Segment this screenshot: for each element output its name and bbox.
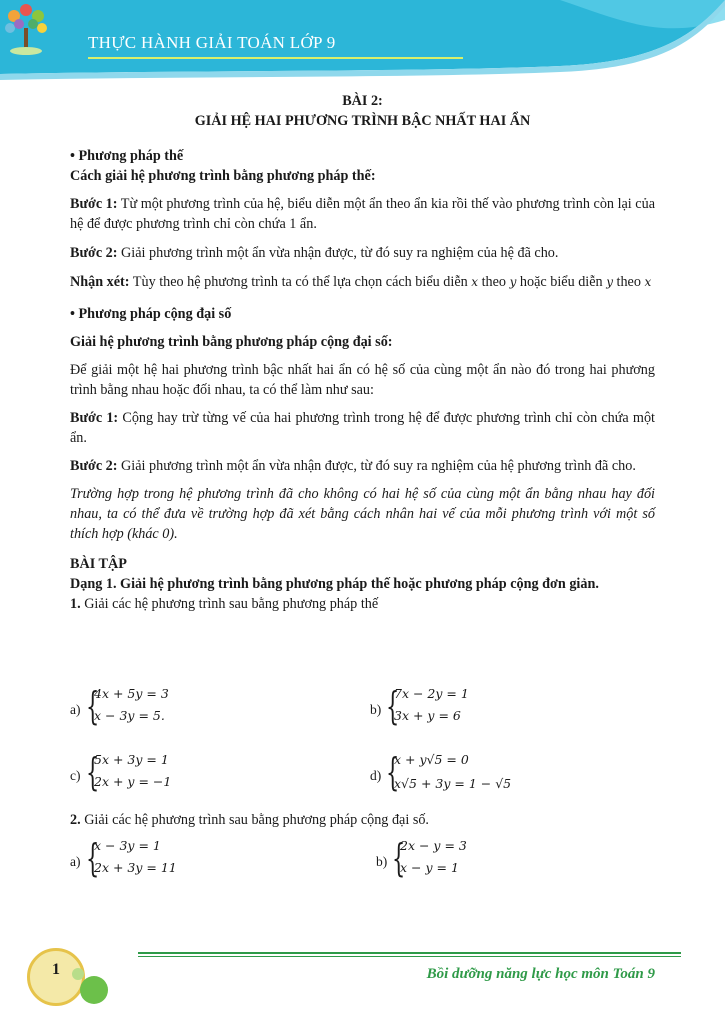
note-var-y: y <box>509 275 517 289</box>
system-label: a) <box>70 702 81 717</box>
brace-icon: { <box>86 750 100 794</box>
question1 <box>70 594 655 614</box>
question1-number: 1. <box>70 596 81 612</box>
brace-icon: { <box>392 836 406 880</box>
tree-logo-icon <box>0 0 52 56</box>
equation: 2x − y = 3 <box>400 838 467 853</box>
method2-step2-label: Bước 2: <box>70 458 118 474</box>
equation: 5x + 3y = 1 <box>94 752 169 767</box>
question2 <box>70 810 429 830</box>
equation: x − y = 1 <box>400 860 459 875</box>
method1-subheading: Cách giải hệ phương trình bằng phương pháp thế: <box>70 168 376 184</box>
method1-step2 <box>70 243 655 263</box>
system-label: b) <box>370 702 382 717</box>
document-body <box>70 88 655 614</box>
lesson-number: BÀI 2: <box>342 93 383 109</box>
exercise-type1: Dạng 1. Giải hệ phương trình bằng phương pháp thế hoặc phương pháp cộng đơn giản. <box>70 576 599 592</box>
brace-icon: { <box>86 684 100 728</box>
exercises-heading: BÀI TẬP <box>70 556 127 572</box>
note-text-c: hoặc biểu diễn <box>516 274 607 290</box>
method2-heading: • Phương pháp cộng đại số <box>70 304 655 324</box>
question2-text: Giải các hệ phương trình sau bằng phương pháp cộng đại số. <box>80 812 429 828</box>
note-var-y2: y <box>606 275 613 289</box>
equation: x + y√5 = 0 <box>394 752 469 767</box>
footer-divider-thin <box>138 956 681 957</box>
equation: 7x − 2y = 1 <box>394 686 469 701</box>
method1-step1 <box>70 194 655 234</box>
brace-icon: { <box>386 684 400 728</box>
method2-step1 <box>70 408 655 448</box>
question1-text: Giải các hệ phương trình sau bằng phương pháp thế <box>80 596 379 612</box>
note-text-a: Tùy theo hệ phương trình ta có thể lựa chọn cách biểu diễn <box>129 274 472 290</box>
system-label: d) <box>370 768 382 783</box>
note-var-x2: x <box>644 275 652 289</box>
equation: 2x + y = −1 <box>94 774 172 789</box>
method1-step2-label: Bước 2: <box>70 245 118 261</box>
method1-note <box>70 272 655 292</box>
system-label: a) <box>70 854 81 869</box>
method2-note: Trường hợp trong hệ phương trình đã cho không có hai hệ số của cùng một ẩn bằng nhau hay đối nhau, ta có thể đưa về trường hợp đã xét bằng cách nhân hai vế của mỗi phương trình với một số thích hợp (khác 0). <box>70 486 655 542</box>
question2-number: 2. <box>70 812 81 828</box>
method1-step2-text: Giải phương trình một ẩn vừa nhận được, từ đó suy ra nghiệm của hệ đã cho. <box>117 245 559 261</box>
note-text-d: theo <box>612 274 645 290</box>
header-title: THỰC HÀNH GIẢI TOÁN LỚP 9 <box>88 33 336 52</box>
method2-step1-label: Bước 1: <box>70 410 119 426</box>
method2-intro: Để giải một hệ hai phương trình bậc nhất hai ẩn có hệ số của cùng một ẩn nào đó trong hai phương trình bằng nhau hoặc đối nhau, ta có thể làm như sau: <box>70 362 655 398</box>
method1-step1-text: Từ một phương trình của hệ, biểu diễn một ẩn theo ẩn kia rồi thế vào phương trình còn lại của hệ để được phương trình chỉ còn chứa 1 ẩn. <box>70 196 655 232</box>
method1-step1-label: Bước 1: <box>70 196 118 212</box>
decorative-dot-icon <box>80 976 108 1004</box>
method2-step2 <box>70 456 655 476</box>
equation: x − 3y = 1 <box>94 838 161 853</box>
equation: 4x + 5y = 3 <box>94 686 169 701</box>
equation: x√5 + 3y = 1 − √5 <box>394 776 512 791</box>
system-label: c) <box>70 768 81 783</box>
method2-step1-text: Cộng hay trừ từng vế của hai phương trình trong hệ để được phương trình chỉ còn chứa một ẩn. <box>70 410 655 446</box>
equation: 3x + y = 6 <box>394 708 461 723</box>
lesson-title: GIẢI HỆ HAI PHƯƠNG TRÌNH BẬC NHẤT HAI ẨN <box>194 113 531 129</box>
method2-subheading: Giải hệ phương trình bằng phương pháp cộng đại số: <box>70 334 393 350</box>
footer-divider <box>138 952 681 954</box>
equation: x − 3y = 5. <box>94 708 165 723</box>
equation: 2x + 3y = 11 <box>94 860 177 875</box>
method2-step2-text: Giải phương trình một ẩn vừa nhận được, từ đó suy ra nghiệm của hệ phương trình đã cho. <box>117 458 636 474</box>
system-label: b) <box>376 854 388 869</box>
brace-icon: { <box>86 836 100 880</box>
footer-text: Bồi dưỡng năng lực học môn Toán 9 <box>426 966 655 982</box>
page-header <box>0 0 725 82</box>
brace-icon: { <box>386 750 400 794</box>
method1-heading: • Phương pháp thế <box>70 146 655 166</box>
note-text-b: theo <box>478 274 510 290</box>
method1-note-label: Nhận xét: <box>70 274 130 290</box>
page-number: 1 <box>52 961 60 978</box>
note-var-x: x <box>471 275 479 289</box>
